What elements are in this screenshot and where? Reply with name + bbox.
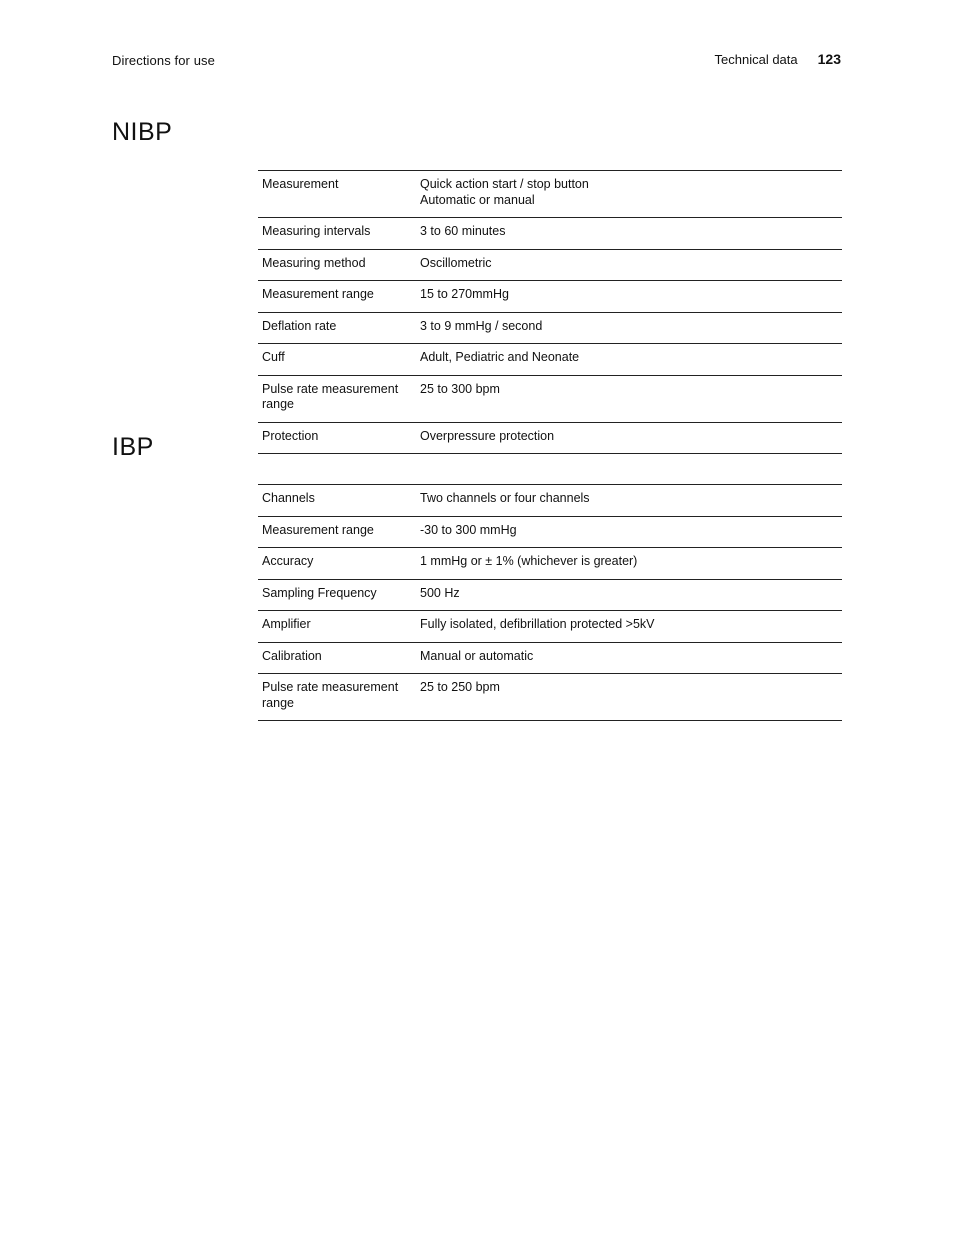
spec-value-line: Two channels or four channels	[420, 491, 590, 505]
spec-value-line: 25 to 300 bpm	[420, 381, 500, 396]
spec-value-line: Quick action start / stop button	[420, 177, 589, 191]
spec-value-line: Fully isolated, defibrillation protected >5kV	[420, 617, 655, 631]
ibp-spec-table	[258, 484, 842, 721]
table-row	[258, 249, 842, 281]
spec-label: Protection	[262, 428, 319, 443]
page-number: 123	[817, 51, 841, 67]
spec-value	[416, 422, 842, 454]
spec-value	[416, 171, 842, 218]
table-row	[258, 516, 842, 548]
spec-label: Channels	[262, 491, 315, 505]
table-row	[258, 674, 842, 721]
table-row	[258, 422, 842, 454]
spec-value-line: Manual or automatic	[420, 648, 534, 663]
spec-label: Measuring method	[262, 255, 366, 270]
spec-value-line: Oscillometric	[420, 255, 492, 270]
spec-value-line: 1 mmHg or ± 1% (whichever is greater)	[420, 554, 638, 568]
spec-value-line: -30 to 300 mmHg	[420, 522, 517, 537]
spec-label: Measurement	[262, 177, 339, 191]
table-row	[258, 579, 842, 611]
running-header-left: Directions for use	[112, 53, 215, 68]
spec-value	[416, 579, 842, 611]
table-row	[258, 611, 842, 643]
spec-value	[416, 485, 842, 517]
spec-value	[416, 344, 842, 376]
nibp-section-title: NIBP	[112, 118, 173, 146]
table-row	[258, 312, 842, 344]
spec-label: Deflation rate	[262, 318, 337, 333]
spec-value-line: 3 to 60 minutes	[420, 224, 506, 238]
spec-value	[416, 218, 842, 250]
table-row	[258, 485, 842, 517]
spec-value-line: Overpressure protection	[420, 428, 555, 443]
spec-value	[416, 674, 842, 721]
spec-label: Measuring intervals	[262, 224, 371, 238]
spec-value	[416, 312, 842, 344]
table-row	[258, 218, 842, 250]
spec-label: Pulse rate measurement range	[262, 680, 399, 710]
spec-label: Sampling Frequency	[262, 585, 377, 600]
spec-label: Measurement range	[262, 522, 374, 537]
spec-label: Amplifier	[262, 617, 311, 631]
spec-value	[416, 548, 842, 580]
spec-value	[416, 281, 842, 313]
table-row	[258, 642, 842, 674]
spec-label: Pulse rate measurement range	[262, 381, 399, 411]
running-header-section: Technical data	[714, 52, 798, 67]
spec-value-line: 15 to 270mmHg	[420, 287, 509, 301]
spec-value-line: Adult, Pediatric and Neonate	[420, 350, 580, 364]
spec-value	[416, 375, 842, 422]
spec-value-line: 25 to 250 bpm	[420, 680, 500, 694]
spec-label: Calibration	[262, 648, 322, 663]
spec-label: Accuracy	[262, 554, 314, 568]
nibp-table-body	[258, 171, 842, 454]
table-row	[258, 548, 842, 580]
table-row	[258, 171, 842, 218]
ibp-section-title: IBP	[112, 433, 154, 461]
spec-value-line: 500 Hz	[420, 585, 460, 600]
spec-value	[416, 642, 842, 674]
spec-label: Cuff	[262, 350, 285, 364]
nibp-spec-table	[258, 170, 842, 454]
spec-label: Measurement range	[262, 287, 374, 301]
spec-value	[416, 611, 842, 643]
spec-value-line: 3 to 9 mmHg / second	[420, 318, 543, 333]
spec-value-line: Automatic or manual	[420, 192, 535, 207]
table-row	[258, 375, 842, 422]
ibp-table-body	[258, 485, 842, 721]
table-row	[258, 344, 842, 376]
running-header-right	[715, 51, 841, 67]
spec-value	[416, 249, 842, 281]
spec-value	[416, 516, 842, 548]
table-row	[258, 281, 842, 313]
